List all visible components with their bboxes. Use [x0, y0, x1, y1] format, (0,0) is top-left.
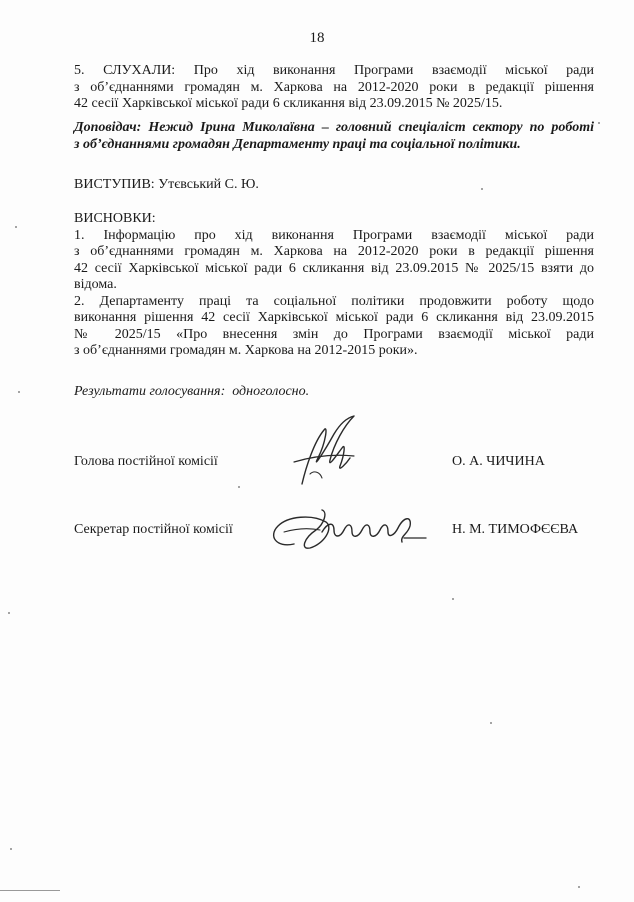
scan-speck: [238, 486, 240, 488]
voting-line: [74, 384, 594, 401]
conclusion-1-line-4: відома.: [74, 277, 117, 292]
page-number: 18: [309, 30, 325, 46]
spoke-section: [74, 177, 594, 194]
chair-role: Голова постійної комісії: [74, 454, 218, 469]
spoke-line: ВИСТУПИВ: Утєвський С. Ю.: [74, 177, 259, 192]
scan-speck: [578, 886, 580, 888]
conclusion-1-line-2: з об’єднаннями громадян м. Харкова на 2012-2020 роки в редакції рішення: [74, 244, 594, 259]
conclusion-2-line-2: виконання рішення 42 сесії Харківської міської ради 6 скликання від 23.09.2015: [74, 310, 594, 325]
scan-edge-line: [0, 890, 60, 891]
chair-signature-row: [74, 410, 594, 490]
speaker-line-1: Доповідач: Нежид Ірина Миколаївна – головний спеціаліст сектору по роботі: [74, 120, 594, 135]
scan-speck: [481, 188, 483, 190]
speaker-section: [74, 120, 594, 153]
scan-speck: [10, 848, 12, 850]
chair-signature-icon: [284, 412, 374, 492]
scan-speck: [18, 391, 20, 393]
listened-line-3: 42 сесії Харківської міської ради 6 скликання від 23.09.2015 № 2025/15.: [74, 96, 503, 111]
voting-section: [74, 384, 594, 401]
conclusion-1-line-3: 42 сесії Харківської міської ради 6 скликання від 23.09.2015 № 2025/15 взяти до: [74, 260, 594, 276]
scan-speck: [490, 722, 492, 724]
scan-speck: [8, 612, 10, 614]
conclusion-1-line-1: 1. Інформацію про хід виконання Програми взаємодії міської ради: [74, 227, 594, 243]
secretary-name: Н. М. ТИМОФЄЄВА: [452, 522, 579, 537]
listened-section: [74, 63, 594, 113]
secretary-role: Секретар постійної комісії: [74, 522, 233, 537]
conclusion-2-line-3: № 2025/15 «Про внесення змін до Програми взаємодії міської ради: [74, 326, 594, 342]
secretary-signature-icon: [264, 492, 434, 562]
scan-speck: [15, 226, 17, 228]
speaker-line-2: з об’єднаннями громадян Департаменту праці та соціальної політики.: [74, 136, 521, 152]
scan-speck: [598, 122, 600, 124]
conclusion-2-line-4: з об’єднаннями громадян м. Харкова на 2012-2015 роки».: [74, 343, 418, 358]
conclusion-2-line-1: 2. Департаменту праці та соціальної політики продовжити роботу щодо: [74, 293, 594, 309]
voting-value: одноголосно.: [232, 384, 310, 399]
secretary-signature-row: [74, 492, 594, 572]
voting-label: Результати голосування:: [74, 384, 226, 399]
scan-speck: [452, 598, 454, 600]
chair-name: О. А. ЧИЧИНА: [452, 454, 545, 469]
listened-line-1: 5. СЛУХАЛИ: Про хід виконання Програми взаємодії міської ради: [74, 63, 594, 78]
conclusions-heading: ВИСНОВКИ:: [74, 211, 156, 226]
conclusions-section: [74, 211, 594, 360]
listened-line-2: з об’єднаннями громадян м. Харкова на 2012-2020 роки в редакції рішення: [74, 79, 594, 95]
